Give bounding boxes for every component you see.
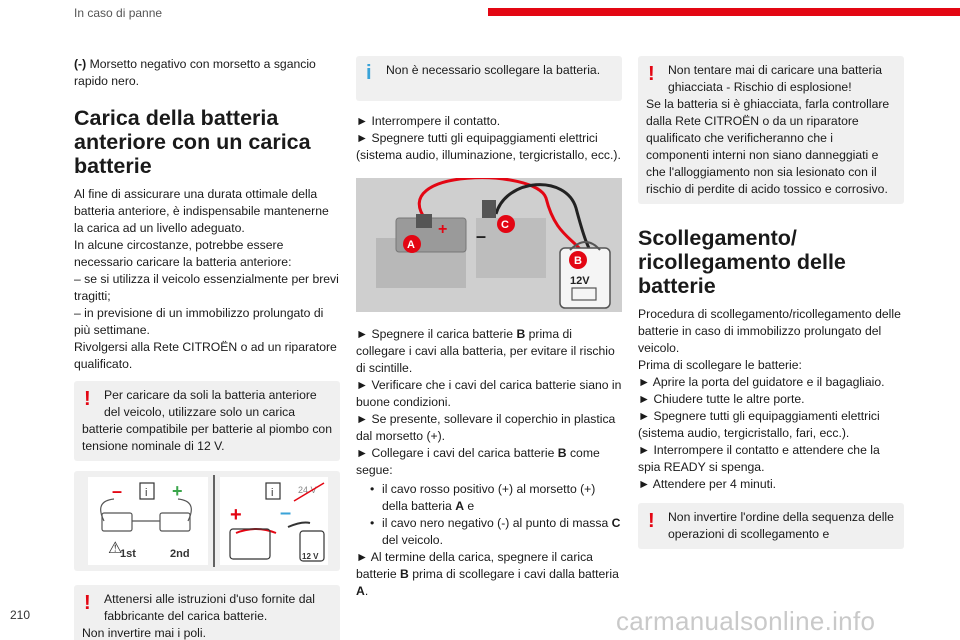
figure-label-c: C: [501, 219, 509, 231]
engine-bay-diagram: [356, 178, 622, 312]
list-item: • il cavo nero negativo (-) al punto di massa C del veicolo.: [370, 515, 622, 549]
paragraph: Prima di scollegare le batterie:: [638, 358, 802, 372]
step: ► Spegnere il carica batterie B prima di collegare i cavi alla batteria, per evitare il rischio di scintille.: [356, 327, 615, 375]
figure-label-first: 1st: [120, 548, 136, 560]
svg-text:+: +: [172, 481, 183, 501]
paragraph: Rivolgersi alla Rete CITROËN o ad un riparatore qualificato.: [74, 340, 337, 371]
column-3: [638, 56, 904, 557]
column-2: [356, 56, 622, 600]
step: ► Chiudere tutte le altre porte.: [638, 392, 805, 406]
info-note-no-disconnect: i Non è necessario scollegare la batteria.: [356, 56, 622, 101]
charger-connection-figure: [356, 178, 622, 312]
exclamation-icon: !: [648, 510, 655, 532]
step: ► Spegnere tutti gli equipaggiamenti elettrici (sistema audio, tergicristallo, fari, ecc.).: [638, 409, 880, 440]
paragraph: Procedura di scollegamento/ricollegamento delle batterie in caso di immobilizzo prolungato del veicolo.: [638, 307, 901, 355]
paragraph: In alcune circostanze, potrebbe essere necessario caricare la batteria anteriore:: [74, 238, 292, 269]
svg-text:⚠: ⚠: [108, 540, 123, 557]
figure-label-second: 2nd: [170, 548, 190, 560]
figure-voltage-24v: 24 V: [298, 485, 317, 495]
column-1: [74, 56, 340, 640]
exclamation-icon: !: [84, 388, 91, 410]
step: ► Spegnere tutti gli equipaggiamenti elettrici (sistema audio, illuminazione, tergicristallo, ecc.).: [356, 131, 621, 162]
heading-disconnect-reconnect: Scollegamento/ ricollegamento delle batterie: [638, 226, 846, 298]
svg-text:–: –: [280, 502, 292, 524]
exclamation-icon: !: [84, 592, 91, 614]
paragraph: – in previsione di un immobilizzo prolungato di più settimane.: [74, 306, 324, 337]
step: ► Verificare che i cavi del carica batterie siano in buone condizioni.: [356, 378, 622, 409]
header-accent-bar: [488, 8, 960, 16]
warning-note-charger: ! Per caricare da soli la batteria anteriore del veicolo, utilizzare solo un carica batterie compatibile per batterie al piombo con tensione nominale di 12 V.: [74, 381, 340, 461]
svg-text:+: +: [438, 221, 448, 238]
step: ► Attendere per 4 minuti.: [638, 477, 777, 491]
step: ► Aprire la porta del guidatore e il bagagliaio.: [638, 375, 885, 389]
warning-note-frozen-battery: ! Non tentare mai di caricare una batteria ghiacciata - Rischio di esplosione! Se la batteria si è ghiacciata, farla controllare dalla Rete CITROËN o da un riparatore qualificato che verificheranno che i componenti interni non siano danneggiati e che l'alloggiamento non sia lesionato con il rischio di perdite di acido tossico e corrosivo.: [638, 56, 904, 204]
svg-text:i: i: [145, 487, 148, 499]
intro-paragraph: (-) Morsetto negativo con morsetto a sgancio rapido nero.: [74, 57, 316, 88]
list-item: • il cavo rosso positivo (+) al morsetto (+) della batteria A e: [370, 481, 622, 515]
section-title: In caso di panne: [74, 6, 163, 20]
figure-battery-12v: 12V: [570, 275, 590, 287]
step: ► Se presente, sollevare il coperchio in plastica dal morsetto (+).: [356, 412, 616, 443]
paragraph: – se si utilizza il veicolo essenzialmente per brevi tragitti;: [74, 272, 339, 303]
warning-note-sequence: ! Non invertire l'ordine della sequenza delle operazioni di scollegamento e: [638, 503, 904, 549]
svg-text:+: +: [230, 504, 242, 526]
step: ► Interrompere il contatto.: [356, 114, 501, 128]
svg-text:–: –: [476, 226, 487, 246]
step: ► Al termine della carica, spegnere il carica batterie B prima di scollegare i cavi dalla batteria A.: [356, 550, 619, 598]
figure-label-a: A: [407, 239, 415, 251]
figure-label-b: B: [574, 255, 582, 267]
exclamation-icon: !: [648, 63, 655, 85]
svg-text:i: i: [271, 487, 274, 499]
info-icon: i: [366, 62, 372, 84]
step: ► Collegare i cavi del carica batterie B come segue:: [356, 446, 600, 477]
heading-front-battery-charging: Carica della batteria anteriore con un carica batterie: [74, 106, 311, 178]
watermark: carmanualsonline.info: [616, 606, 876, 636]
warning-note-instructions: ! Attenersi alle istruzioni d'uso fornite dal fabbricante del carica batterie. Non invertire mai i poli.: [74, 585, 340, 640]
battery-diagram: [74, 471, 340, 571]
page-number: 210: [10, 608, 31, 622]
figure-voltage-12v: 12 V: [302, 552, 319, 561]
svg-text:–: –: [112, 481, 123, 501]
step: ► Interrompere il contatto e attendere che la spia READY si spenga.: [638, 443, 880, 474]
connection-list: [370, 481, 622, 549]
battery-connection-figure: [74, 471, 340, 571]
paragraph: Al fine di assicurare una durata ottimale della batteria anteriore, è indispensabile mantenerne la carica ad un livello adeguato.: [74, 187, 329, 235]
